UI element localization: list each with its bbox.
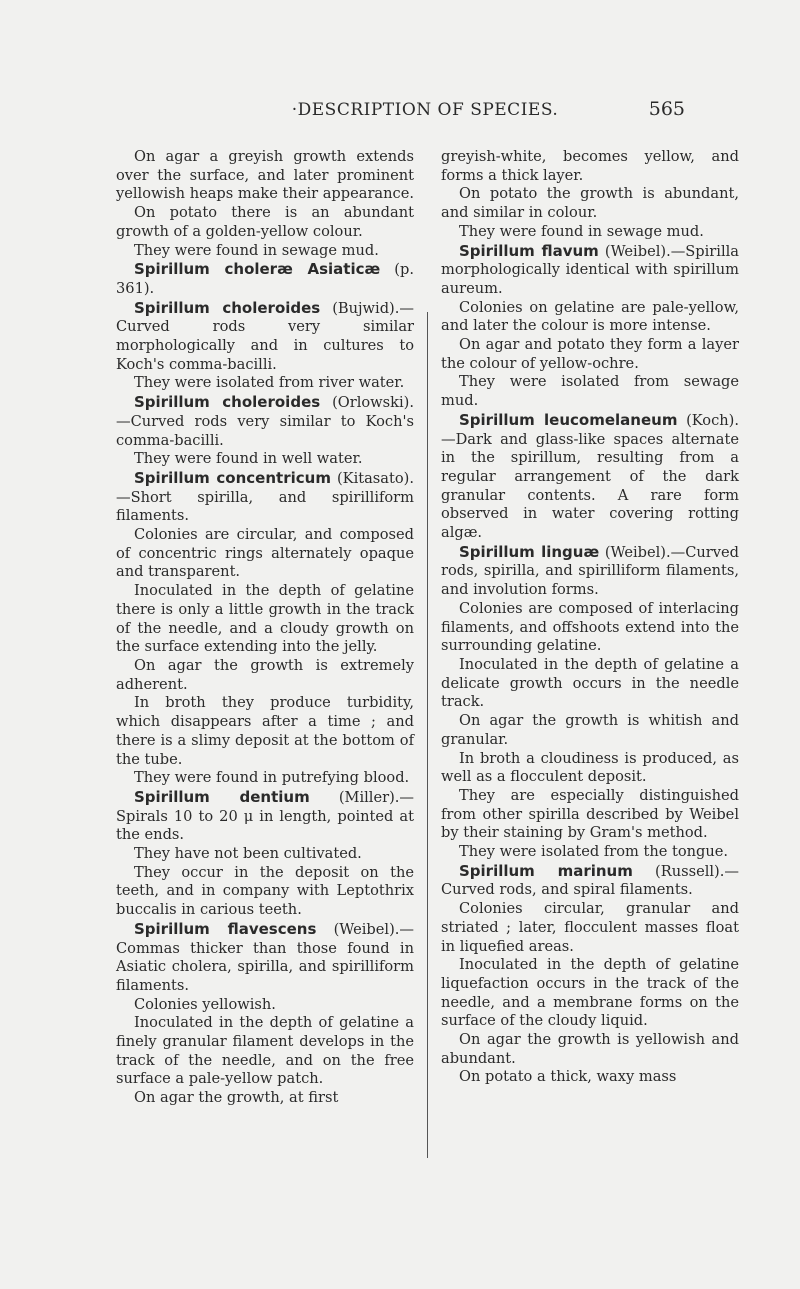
page-number: 565 <box>648 98 685 120</box>
paragraph: greyish-white, becomes yellow, and forms a thick layer. <box>441 148 739 184</box>
species-description: (Orlowski).—Curved rods very similar to Koch's comma-bacilli. <box>116 394 414 449</box>
species-name: Spirillum linguæ <box>459 542 600 561</box>
paragraph: On agar and potato they form a layer the colour of yellow-ochre. <box>441 336 739 372</box>
paragraph: Colonies on gelatine are pale-yellow, and later the colour is more intense. <box>441 298 739 335</box>
paragraph: They were isolated from sewage mud. <box>441 373 739 410</box>
species-name: Spirillum choleroides <box>134 393 321 412</box>
species-description: (Russell).—Curved rods, and spiral filaments. <box>441 862 739 899</box>
species-entry <box>116 299 414 375</box>
paragraph: On agar a greyish growth extends over the surface, and later prominent yellowish heaps make their appearance. <box>116 148 414 203</box>
paragraph: On potato there is an abundant growth of a golden-yellow colour. <box>116 204 414 240</box>
species-description: (Weibel).—Curved rods, spirilla, and spirilliform filaments, and involution forms. <box>441 543 739 599</box>
paragraph: They were found in sewage mud. <box>459 222 704 240</box>
paragraph: They were found in sewage mud. <box>134 241 379 259</box>
species-name: Spirillum concentricum <box>134 468 331 487</box>
species-name: Spirillum marinum <box>459 861 633 880</box>
species-description: (Kitasato).—Short spirilla, and spirilliform filaments. <box>116 469 414 525</box>
species-entry <box>116 469 414 526</box>
paragraph: On potato a thick, waxy mass <box>459 1068 677 1086</box>
species-description: (Bujwid).—Curved rods very similar morphologically and in cultures to Koch's comma-bacilli. <box>116 299 414 373</box>
species-name: Spirillum flavum <box>459 241 599 260</box>
species-description: (p. 361). <box>116 261 414 297</box>
species-description: (Weibel).—Spirilla morphologically identical with spirillum aureum. <box>441 242 739 297</box>
paragraph: Inoculated in the depth of gelatine there is only a little growth in the track of the needle, and a cloudy growth on the surface extending into the jelly. <box>116 582 414 656</box>
species-entry <box>441 862 739 900</box>
paragraph: They were isolated from river water. <box>134 374 405 392</box>
paragraph: They are especially distinguished from other spirilla described by Weibel by their staining by Gram's method. <box>441 786 739 842</box>
species-description: (Miller).—Spirals 10 to 20 μ in length, pointed at the ends. <box>116 788 414 844</box>
species-entry <box>116 788 414 845</box>
paragraph: On agar the growth is yellowish and abundant. <box>441 1031 739 1067</box>
species-entry <box>116 920 414 996</box>
paragraph: On agar the growth is extremely adherent. <box>116 656 414 693</box>
species-name: Spirillum choleræ Asiaticæ <box>134 260 381 279</box>
paragraph: Inoculated in the depth of gelatine liquefaction occurs in the track of the needle, and a membrane forms on the surface of the cloudy liquid. <box>441 956 739 1030</box>
species-entry <box>441 411 739 543</box>
paragraph: On agar the growth, at first <box>134 1089 339 1107</box>
paragraph: On potato the growth is abundant, and similar in colour. <box>441 185 739 222</box>
paragraph: Colonies circular, granular and striated ; later, flocculent masses float in liquefied areas. <box>441 900 739 955</box>
running-title: ·DESCRIPTION OF SPECIES. <box>291 100 559 120</box>
paragraph: Colonies are composed of interlacing filaments, and offshoots extend into the surrounding gelatine. <box>441 599 739 655</box>
paragraph: Inoculated in the depth of gelatine a delicate growth occurs in the needle track. <box>441 655 739 711</box>
left-column <box>116 148 414 1108</box>
paragraph: In broth they produce turbidity, which disappears after a time ; and there is a slimy deposit at the bottom of the tube. <box>116 694 414 768</box>
species-name: Spirillum flavescens <box>134 919 317 938</box>
paragraph: Colonies are circular, and composed of concentric rings alternately opaque and transparent. <box>116 526 414 581</box>
paragraph: They were isolated from the tongue. <box>459 843 729 861</box>
paragraph: On agar the growth is whitish and granular. <box>441 712 739 748</box>
species-name: Spirillum leucomelaneum <box>459 410 678 429</box>
species-entry <box>441 242 739 299</box>
paragraph: They were found in putrefying blood. <box>134 769 410 787</box>
paragraph: Colonies yellowish. <box>134 995 276 1013</box>
column-rule <box>427 312 428 1158</box>
paragraph: Inoculated in the depth of gelatine a finely granular filament develops in the track of the needle, and on the free surface a pale-yellow patch. <box>116 1014 414 1088</box>
species-entry <box>116 260 414 298</box>
species-name: Spirillum dentium <box>134 787 310 806</box>
species-entry <box>116 393 414 450</box>
species-entry <box>441 543 739 600</box>
paragraph: They have not been cultivated. <box>134 845 362 863</box>
paragraph: They were found in well water. <box>134 450 363 468</box>
paragraph: In broth a cloudiness is produced, as well as a flocculent deposit. <box>441 749 739 786</box>
species-description: (Koch).—Dark and glass-like spaces alternate in the spirillum, resulting from a regular arrangement of the dark granular contents. A rare form observed in water covering rotting algæ. <box>441 411 739 542</box>
running-head <box>0 100 800 130</box>
species-description: (Weibel).—Commas thicker than those found in Asiatic cholera, spirilla, and spirilliform filaments. <box>116 920 414 994</box>
paragraph: They occur in the deposit on the teeth, and in company with Leptothrix buccalis in carious teeth. <box>116 863 414 919</box>
right-column <box>441 148 739 1087</box>
species-name: Spirillum choleroides <box>134 298 321 317</box>
